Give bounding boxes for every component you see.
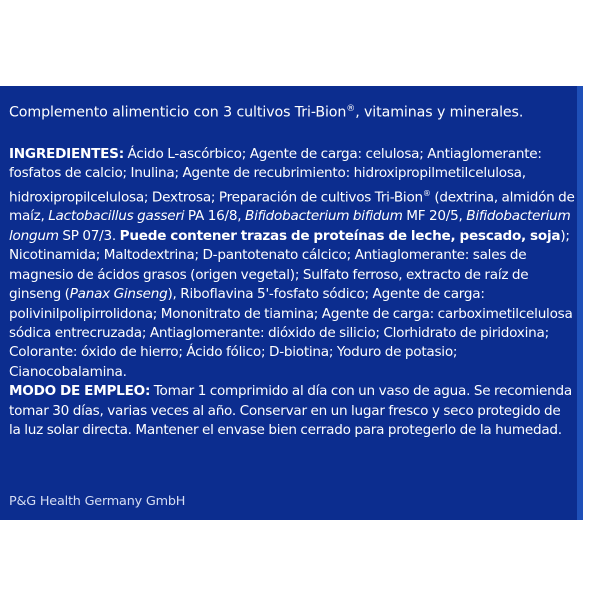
panel-edge-strip <box>577 86 583 520</box>
species-name: Bifidobacterium bifidum <box>245 208 403 225</box>
manufacturer-name: P&G Health Germany GmbH <box>9 494 186 509</box>
product-description: Complemento alimenticio con 3 cultivos Tri-Bion®, vitaminas y minerales. <box>9 104 524 121</box>
usage-heading: MODO DE EMPLEO: <box>9 383 151 400</box>
species-name: Bifidobacterium longum <box>9 208 571 244</box>
allergen-traces-warning: Puede contener trazas de proteínas de leche, pescado, soja <box>119 227 561 244</box>
species-name: Lactobacillus gasseri <box>48 208 185 225</box>
registered-mark: ® <box>346 104 356 114</box>
ingredients-heading: INGREDIENTES: <box>9 145 124 162</box>
usage-text: Tomar 1 comprimido al día con un vaso de agua. Se recomienda tomar 30 días, varias veces al año. Conservar en un lugar fresco y seco protegido de la luz solar directa. Mantener el envase bien cerrado para protegerlo de la humedad. <box>9 383 572 438</box>
species-name: Panax Ginseng <box>69 286 168 303</box>
label-panel <box>0 86 583 520</box>
usage-section <box>9 382 575 440</box>
ingredients-section: INGREDIENTES: Ácido L-ascórbico; Agente de carga: celulosa; Antiaglomerante: fosfatos de calcio; Inulina; Agente de recubrimiento: hidroxipropilmetilcelulosa, hidroxipropilcelulosa; Dextrosa; Preparación de cultivos Tri-Bion® (dextrina, almidón de maíz, Lactobacillus gasseri PA 16/8, Bifidobacterium bifidum MF 20/5, Bifidobacterium longum SP 07/3. Puede contener trazas de proteínas de leche, pescado, soja); Nicotinamida; Maltodextrina; D-pantotenato cálcico; Antiaglomerante: sales de magnesio de ácidos grasos (origen vegetal); Sulfato ferroso, extracto de raíz de ginseng (Panax Ginseng), Riboflavina 5'-fosfato sódico; Agente de carga: polivinilpolipirrolidona; Mononitrato de tiamina; Agente de carga: carboximetilcelulosa sódica entrecruzada; Antiaglomerante: dióxido de silicio; Clorhidrato de piridoxina; Colorante: óxido de hierro; Ácido fólico; D-biotina; Yoduro de potasio; Cianocobalamina. <box>9 145 575 380</box>
registered-mark: ® <box>422 188 431 198</box>
